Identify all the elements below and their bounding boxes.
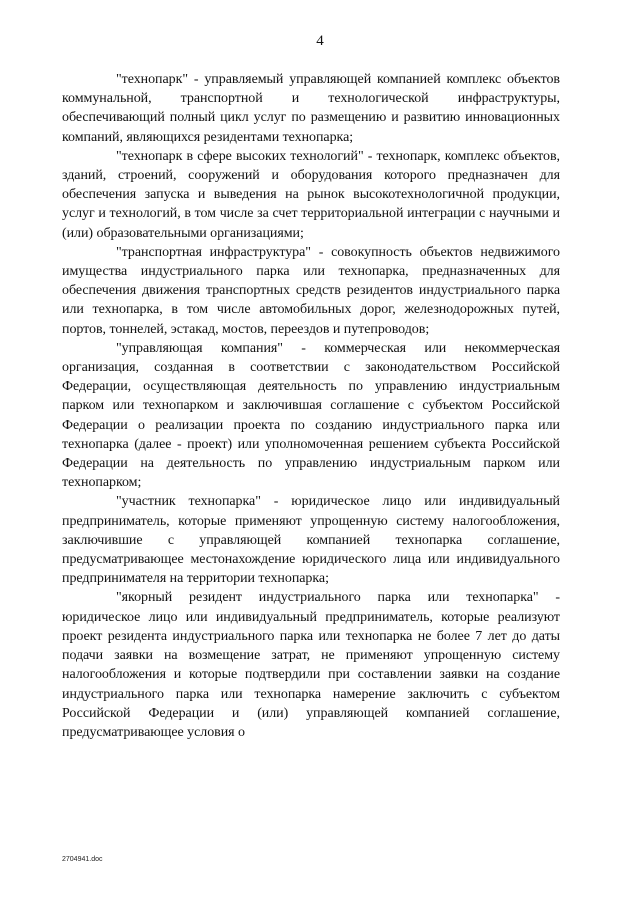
- page-number: 4: [316, 33, 324, 49]
- definition-paragraph-high-tech-technopark: "технопарк в сфере высоких технологий" - технопарк, комплекс объектов, зданий, строений, сооружений и оборудования которого предназначен для обеспечения запуска и выведения на рынок высокотехнологичной продукции, услуг и технологий, в том числе за счет территориальной интеграции с научными и (или) образовательными организациями;: [62, 148, 560, 241]
- definition-paragraph-transport-infrastructure: "транспортная инфраструктура" - совокупность объектов недвижимого имущества индустриального парка или технопарка, предназначенных для обеспечения движения транспортных средств резидентов индустриального парка или технопарка, в том числе автомобильных дорог, железнодорожных путей, портов, тоннелей, эстакад, мостов, переездов и путепроводов;: [62, 244, 560, 337]
- definition-paragraph-technopark-participant: "участник технопарка" - юридическое лицо или индивидуальный предприниматель, которые применяют упрощенную систему налогообложения, заключившие с управляющей компанией технопарка соглашение, предусматривающее местонахождение юридического лица или индивидуального предпринимателя на территории технопарка;: [62, 494, 560, 587]
- document-body: [62, 70, 560, 742]
- definition-paragraph-technopark: "технопарк" - управляемый управляющей компанией комплекс объектов коммунальной, транспортной и технологической инфраструктуры, обеспечивающий полный цикл услуг по размещению и развитию инновационных компаний, являющихся резидентами технопарка;: [62, 72, 560, 145]
- definition-paragraph-management-company: "управляющая компания" - коммерческая или некоммерческая организация, созданная в соответствии с законодательством Российской Федерации, осуществляющая деятельность по управлению индустриальным парком или технопарком и заключившая соглашение с субъектом Российской Федерации о реализации проекта по созданию индустриального парка или технопарка (далее - проект) или уполномоченная решением субъекта Российской Федерации на деятельность по управлению индустриальным парком или технопарком;: [62, 340, 560, 491]
- definition-paragraph-anchor-resident: "якорный резидент индустриального парка или технопарка" - юридическое лицо или индивидуальный предприниматель, которые реализуют проект резидента индустриального парка или технопарка не более 7 лет до даты подачи заявки на возмещение затрат, не применяют упрощенную систему налогообложения и которые подтвердили при составлении заявки на создание индустриального парка или технопарка намерение заключить с субъектом Российской Федерации и (или) управляющей компанией соглашение, предусматривающее условия о: [62, 590, 560, 740]
- document-file-code: 2704941.doc: [62, 856, 103, 863]
